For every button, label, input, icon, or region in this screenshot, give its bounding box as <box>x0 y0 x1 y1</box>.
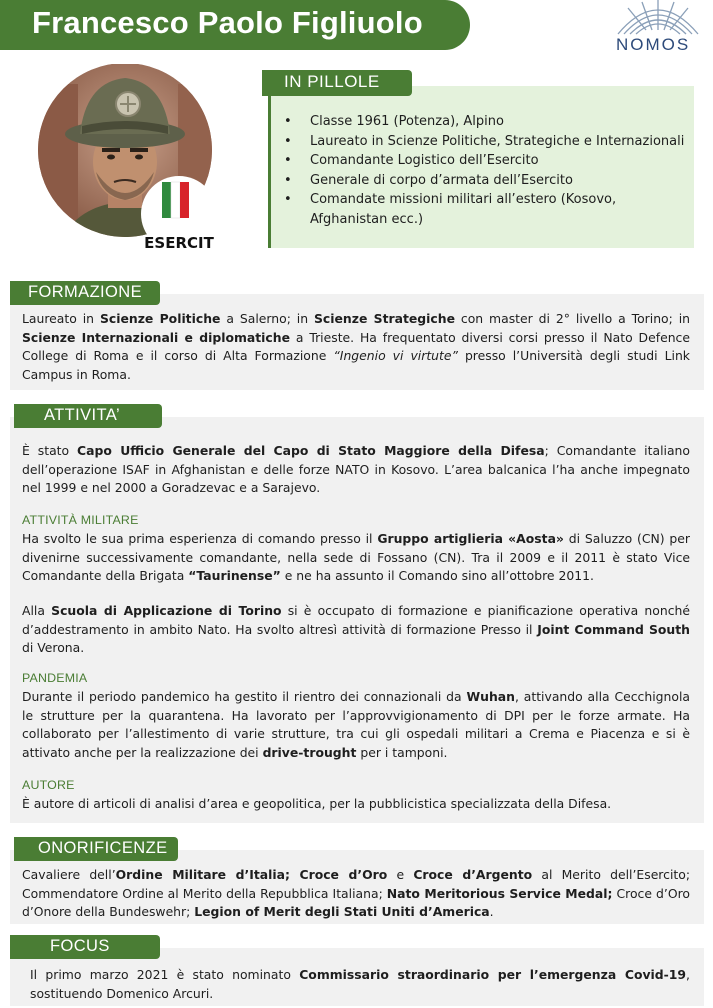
bold-text: Scuola di Applicazione di Torino <box>51 603 282 618</box>
text-run: , attivando alla Cecchignola le strutture per la quarantena. Ha lavorato per l’approvvigionamento di DPI per le forze armate. Ha collaborato per l’allestimento di varie strutture, tra cui gli ospedali militari a Crema e Piacenza e si è attivato anche per la realizzazione dei <box>22 689 690 760</box>
text-run: Durante il periodo pandemico ha gestito il rientro dei connazionali da <box>22 689 467 704</box>
pandemia-text <box>22 688 690 762</box>
attivita-title: ATTIVITA’ <box>44 406 121 424</box>
title-banner <box>0 0 470 50</box>
onorificenze-header <box>14 837 178 861</box>
pill-item: • Comandate missioni militari all’estero (Kosovo, Afghanistan ecc.) <box>282 190 687 229</box>
bold-text: Nato Meritorious Service Medal; <box>386 885 613 901</box>
text-run: si è occupato di formazione e pianificazione operativa nonché d’addestramento in ambito Nato. Ha svolto altresì attività di formazione Presso il <box>22 603 690 637</box>
bold-text: drive-trought <box>262 744 357 760</box>
pandemia-title: PANDEMIA <box>22 671 88 685</box>
text-run: Ha svolto le sua prima esperienza di comando presso il <box>22 531 378 546</box>
attivita-militare-p1 <box>22 530 690 586</box>
text-run: È autore di articoli di analisi d’area e geopolitica, per la pubblicistica specializzata della Difesa. <box>22 796 612 811</box>
bold-text: Legion of Merit degli Stati Uniti d’America <box>194 904 490 919</box>
text-run: Croce d’Oro d’Onore della Bundeswehr; <box>22 885 690 919</box>
text-run: di Saluzzo (CN) per divenirne successivamente comandante, nella sede di Fossano (CN). Tra il 2009 e il 2011 è stato Vice Comandante della Brigata <box>22 531 690 583</box>
portrait-photo <box>38 64 218 254</box>
pill-item: • Laureato in Scienze Politiche, Strategiche e Internazionali <box>282 132 687 152</box>
bold-text: Capo Ufficio Generale del Capo di Stato Maggiore della Difesa <box>77 443 545 458</box>
focus-title: FOCUS <box>50 937 110 955</box>
pill-header <box>262 70 412 96</box>
focus-text <box>30 966 690 1003</box>
attivita-intro <box>22 442 690 498</box>
onorificenze-title: ONORIFICENZE <box>38 839 168 857</box>
formazione-header <box>10 281 160 305</box>
italic-text: “Ingenio vi virtute” <box>333 348 458 363</box>
text-run: . <box>489 904 494 919</box>
text-run: ; Comandante italiano dell’operazione ISAF in Afghanistan e delle forze NATO in Kosovo. L’area balcanica l’ha anche impegnato nel 1999 e nel 2000 a Goradzevac e a Sarajevo. <box>22 443 690 495</box>
text-run: Alla <box>22 603 52 618</box>
pill-item: • Comandante Logistico dell’Esercito <box>282 151 687 171</box>
text-run: a Trieste. Ha frequentato diversi corsi presso il Nato Defence College di Roma e il corso di Alta Formazione <box>22 329 690 363</box>
bold-text: Ordine Militare d’Italia; Croce d’Oro <box>115 867 388 882</box>
text-run: Laureato in <box>22 311 100 326</box>
bold-text: Scienze Strategiche <box>314 311 455 326</box>
logo-wordmark: NOMOS <box>616 35 691 54</box>
pill-item: • Generale di corpo d’armata dell’Esercito <box>282 171 687 191</box>
text-run: con master di 2° livello a Torino; in <box>454 311 691 326</box>
bold-text: Scienze Politiche <box>99 311 221 326</box>
focus-header <box>10 935 160 959</box>
autore-text <box>22 795 690 814</box>
pill-title: IN PILLOLE <box>284 72 380 91</box>
person-name: Francesco Paolo Figliuolo <box>32 5 423 40</box>
text-run: È stato <box>22 443 78 458</box>
text-run: Cavaliere dell’ <box>22 867 116 882</box>
text-run: presso l’Università degli studi Link Campus in Roma. <box>22 348 690 382</box>
bold-text: Gruppo artiglieria «Aosta» <box>377 531 564 546</box>
text-run: , sostituendo Domenico Arcuri. <box>30 967 690 1001</box>
onorificenze-text <box>22 866 690 922</box>
text-run: Il primo marzo 2021 è stato nominato <box>30 967 300 982</box>
attivita-header <box>14 404 162 428</box>
formazione-title: FORMAZIONE <box>28 283 142 301</box>
formazione-text <box>22 310 690 384</box>
text-run: al Merito dell’Esercito; Commendatore Ordine al Merito della Repubblica Italiana; <box>22 867 691 901</box>
attivita-militare-title: ATTIVITÀ MILITARE <box>22 513 139 527</box>
badge-text: ESERCIT <box>144 234 214 252</box>
bold-text: Croce d’Argento <box>413 867 533 882</box>
text-run: e <box>387 867 414 882</box>
bold-text: Wuhan <box>466 689 515 704</box>
text-run: di Verona. <box>22 640 85 655</box>
pill-list <box>282 112 687 229</box>
text-run: e ne ha assunto il Comando sino all’ottobre 2011. <box>280 568 594 583</box>
attivita-militare-p2 <box>22 602 690 658</box>
text-run: a Salerno; in <box>220 311 314 326</box>
pill-item: • Classe 1961 (Potenza), Alpino <box>282 112 687 132</box>
text-run: per i tamponi. <box>356 744 448 760</box>
bold-text: Joint Command South <box>537 621 690 637</box>
autore-title: AUTORE <box>22 778 75 792</box>
bold-text: “Taurinense” <box>188 568 281 583</box>
bold-text: Scienze Internazionali e diplomatiche <box>22 329 290 345</box>
bold-text: Commissario straordinario per l’emergenza Covid-19 <box>299 967 687 982</box>
